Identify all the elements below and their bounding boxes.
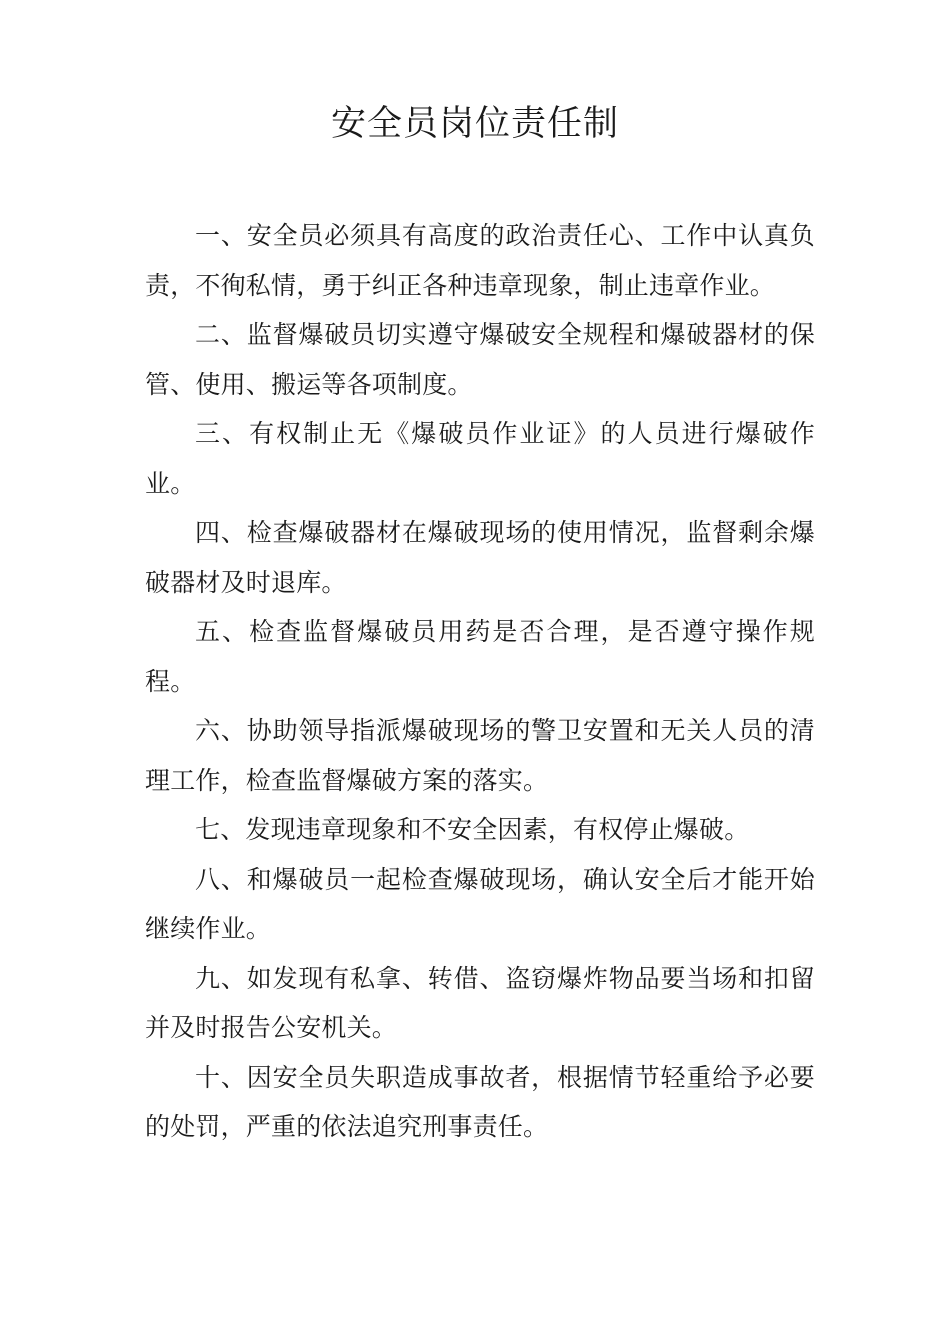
paragraph-7: 七、发现违章现象和不安全因素，有权停止爆破。	[195, 815, 750, 844]
paragraph-3: 三、有权制止无《爆破员作业证》的人员进行爆破作业。	[145, 419, 815, 498]
document-title: 安全员岗位责任制	[330, 104, 619, 144]
paragraph-9: 九、如发现有私拿、转借、盗窃爆炸物品要当场和扣留并及时报告公安机关。	[145, 963, 815, 1042]
paragraph-2: 二、监督爆破员切实遵守爆破安全规程和爆破器材的保管、使用、搬运等各项制度。	[145, 320, 815, 399]
paragraph-1: 一、安全员必须具有高度的政治责任心、工作中认真负责，不徇私情，勇于纠正各种违章现象，制止违章作业。	[145, 221, 815, 300]
paragraph-8: 八、和爆破员一起检查爆破现场，确认安全后才能开始继续作业。	[145, 864, 815, 943]
paragraph-10: 十、因安全员失职造成事故者，根据情节轻重给予必要的处罚，严重的依法追究刑事责任。	[145, 1062, 815, 1141]
paragraph-6: 六、协助领导指派爆破现场的警卫安置和无关人员的清理工作，检查监督爆破方案的落实。	[145, 716, 815, 795]
document-body	[145, 211, 815, 1152]
paragraph-4: 四、检查爆破器材在爆破现场的使用情况，监督剩余爆破器材及时退库。	[145, 518, 815, 597]
paragraph-5: 五、检查监督爆破员用药是否合理，是否遵守操作规程。	[145, 617, 815, 696]
